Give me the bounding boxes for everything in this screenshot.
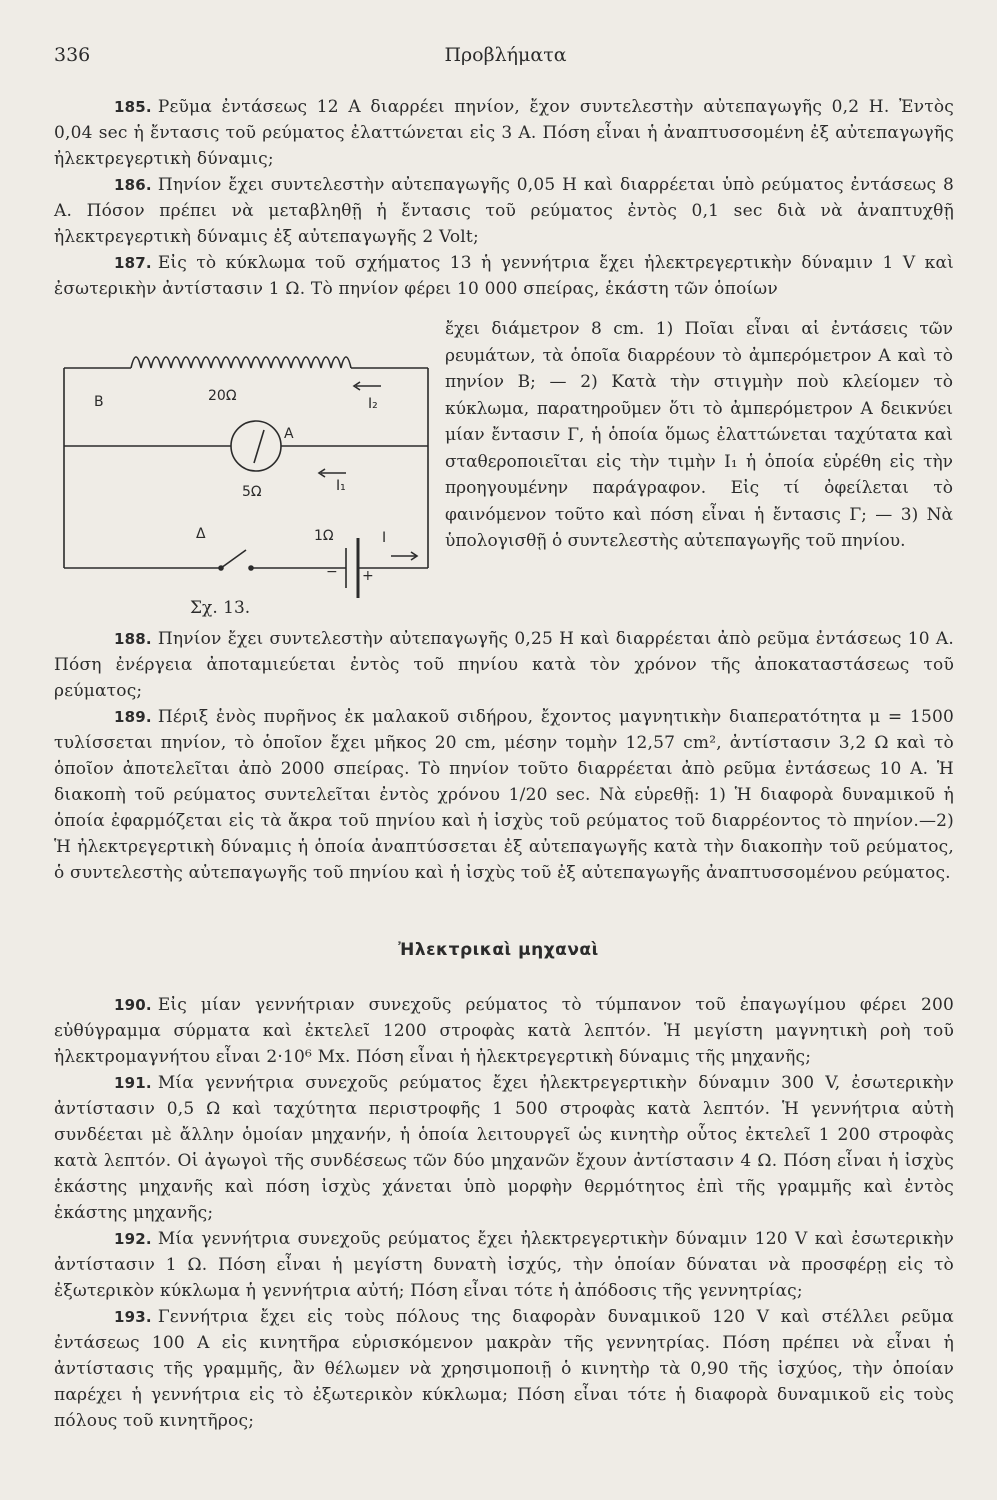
problem-186 (54, 172, 954, 250)
label-current-i1: I₁ (336, 478, 346, 494)
problem-185 (54, 94, 954, 172)
label-plus: + (362, 568, 374, 584)
problem-number: 190. (114, 996, 152, 1014)
problem-text: Πηνίον ἔχει συντελεστὴν αὐτεπαγωγῆς 0,25 H καὶ διαρρέεται ἀπὸ ρεῦμα ἐντάσεως 10 A. Πόση ἐνέργεια ἀποταμιεύεται ἐντὸς τοῦ πηνίου κατὰ τὸν χρόνον τῆς ἀποκαταστάσεως τοῦ ρεύματος; (54, 629, 954, 701)
problem-189 (54, 704, 954, 886)
label-battery-resistance: 1Ω (314, 528, 334, 544)
problem-number: 186. (114, 176, 152, 194)
problem-187 (54, 250, 954, 302)
running-title: Προβλήματα (444, 44, 567, 66)
problem-number: 193. (114, 1308, 152, 1326)
problem-text: Μία γεννήτρια συνεχοῦς ρεύματος ἔχει ἠλεκτρεγερτικὴν δύναμιν 120 V καὶ ἐσωτερικὴν ἀντίστασιν 1 Ω. Πόση εἶναι ἡ μεγίστη δυνατὴ ἰσχύς, τὴν ὁποίαν δύναται νὰ προσφέρῃ εἰς τὸ ἐξωτερικὸν κύκλωμα ἡ γεννήτρια αὐτή; Πόση εἶναι τότε ἡ ἀπόδοσις τῆς γεννητρίας; (54, 1229, 954, 1301)
page-number: 336 (54, 44, 91, 66)
problem-number: 189. (114, 708, 152, 726)
problem-191 (54, 1070, 954, 1226)
problem-text: Εἰς τὸ κύκλωμα τοῦ σχήματος 13 ἡ γεννήτρια ἔχει ἠλεκτρεγερτικὴν δύναμιν 1 V καὶ ἐσωτερικὴν ἀντίστασιν 1 Ω. Τὸ πηνίον φέρει 10 000 σπείρας, ἑκάστη τῶν ὁποίων (54, 253, 954, 299)
label-switch: Δ (196, 526, 206, 542)
problem-text: Μία γεννήτρια συνεχοῦς ρεύματος ἔχει ἠλεκτρεγερτικὴν δύναμιν 300 V, ἐσωτερικὴν ἀντίστασιν 0,5 Ω καὶ ταχύτητα περιστροφῆς 1 500 στροφὰς κατὰ λεπτόν. Ἡ γεννήτρια αὐτὴ συνδέεται μὲ ἄλλην ὁμοίαν μηχανήν, ἡ ὁποία λειτουργεῖ ὡς κινητὴρ οὗτος ἐκτελεῖ 1 200 στροφὰς κατὰ λεπτόν. Οἱ ἀγωγοὶ τῆς συνδέσεως τῶν δύο μηχανῶν ἔχουν ἀντίστασιν 4 Ω. Πόση εἶναι ἡ ἰσχὺς ἑκάστης μηχανῆς καὶ πόση ἰσχὺς χάνεται ὑπὸ μορφὴν θερμότητος ἐπὶ τῆς γραμμῆς καὶ ἐντὸς ἑκάστης μηχανῆς; (54, 1073, 954, 1223)
problems-block-bottom (54, 992, 954, 1434)
problem-number: 188. (114, 630, 152, 648)
problems-block-middle (54, 626, 954, 886)
problem-188 (54, 626, 954, 704)
problem-text: Πηνίον ἔχει συντελεστὴν αὐτεπαγωγῆς 0,05 H καὶ διαρρέεται ὑπὸ ρεύματος ἐντάσεως 8 A. Πόσον πρέπει νὰ μεταβληθῇ ἡ ἔντασις τοῦ ρεύματος ἐντὸς 0,1 sec διὰ νὰ ἀναπτυχθῇ ἠλεκτρεγερτικὴ δύναμις ἐξ αὐτεπαγωγῆς 2 Volt; (54, 175, 954, 247)
problem-text: Ρεῦμα ἐντάσεως 12 A διαρρέει πηνίον, ἔχον συντελεστὴν αὐτεπαγωγῆς 0,2 H. Ἐντὸς 0,04 sec ἡ ἔντασις τοῦ ρεύματος ἐλαττώνεται εἰς 3 A. Πόση εἶναι ἡ ἀναπτυσσομένη ἐξ αὐτεπαγωγῆς ἠλεκτρεγερτικὴ δύναμις; (54, 97, 954, 169)
problem-text: Πέριξ ἑνὸς πυρῆνος ἐκ μαλακοῦ σιδήρου, ἔχοντος μαγνητικὴν διαπερατότητα μ = 1500 τυλίσσεται πηνίον, τὸ ὁποῖον ἔχει μῆκος 20 cm, μέσην τομὴν 12,57 cm², ἀντίστασιν 3,2 Ω καὶ τὸ ὁποῖον ἀποτελεῖται ἀπὸ 2000 σπείρας. Τὸ πηνίον τοῦτο διαρρέεται ἀπὸ ρεῦμα ἐντάσεως 10 A. Ἡ διακοπὴ τοῦ ρεύματος συντελεῖται ἐντὸς χρόνου 1/20 sec. Νὰ εὑρεθῇ: 1) Ἡ διαφορὰ δυναμικοῦ ἡ ὁποία ἐφαρμόζεται εἰς τὰ ἄκρα τοῦ πηνίου καὶ ἡ ἰσχὺς τοῦ ρεύματος τοῦ διαρρέοντος τὸ πηνίον.—2) Ἡ ἠλεκτρεγερτικὴ δύναμις ἡ ὁποία ἀναπτύσσεται ἐξ αὐτεπαγωγῆς κατὰ τὴν διακοπὴν τοῦ ρεύματος, ὁ συντελεστὴς αὐτεπαγωγῆς τοῦ πηνίου καὶ ἡ ἰσχὺς τοῦ ἐξ αὐτεπαγωγῆς ἀναπτυσσομένου ρεύματος. (54, 707, 954, 883)
problem-193 (54, 1304, 954, 1434)
problem-number: 192. (114, 1230, 152, 1248)
problem-text: Εἰς μίαν γεννήτριαν συνεχοῦς ρεύματος τὸ τύμπανον τοῦ ἐπαγωγίμου φέρει 200 εὐθύγραμμα σύρματα καὶ ἐκτελεῖ 1200 στροφὰς κατὰ λεπτόν. Ἡ μεγίστη μαγνητικὴ ροὴ τοῦ ἠλεκτρομαγνήτου εἶναι 2·10⁶ Mx. Πόση εἶναι ἡ ἠλεκτρεγερτικὴ δύναμις τῆς μηχανῆς; (54, 995, 954, 1067)
page-header (54, 44, 957, 74)
label-coil: B (94, 394, 104, 410)
label-current-i: I (382, 530, 387, 546)
label-coil-resistance: 20Ω (208, 388, 237, 404)
circuit-diagram (56, 328, 436, 628)
problem-text: Γεννήτρια ἔχει εἰς τοὺς πόλους της διαφορὰν δυναμικοῦ 120 V καὶ στέλλει ρεῦμα ἐντάσεως 100 A εἰς κινητῆρα εὑρισκόμενον μακρὰν τῆς γεννητρίας. Πόση πρέπει νὰ εἶναι ἡ ἀντίστασις τῆς γραμμῆς, ἂν θέλωμεν νὰ χρησιμοποιῇ ὁ κινητὴρ τὰ 0,90 τῆς ἰσχύος, τὴν ὁποίαν παρέχει ἡ γεννήτρια εἰς τὸ ἐξωτερικὸν κύκλωμα; Πόση εἶναι τότε ἡ διαφορὰ δυναμικοῦ εἰς τοὺς πόλους τοῦ κινητῆρος; (54, 1307, 954, 1431)
problems-block-top (54, 94, 954, 302)
problem-192 (54, 1226, 954, 1304)
problem-number: 191. (114, 1074, 152, 1092)
problem-number: 185. (114, 98, 152, 116)
label-current-i2: I₂ (368, 396, 378, 412)
problem-187-side-text: ἔχει διάμετρον 8 cm. 1) Ποῖαι εἶναι αἱ ἐντάσεις τῶν ρευμάτων, τὰ ὁποῖα διαρρέουν τὸ ἀμπερόμετρον A καὶ τὸ πηνίον B; — 2) Κατὰ τὴν στιγμὴν ποὺ κλείομεν τὸ κύκλωμα, παρατηροῦμεν ὅτι τὸ ἀμπερόμετρον A δεικνύει μίαν ἔντασιν Γ, ἡ ὁποία ὅμως ἐλαττώνεται ταχύτατα καὶ σταθεροποιεῖται εἰς τὴν τιμὴν I₁ ἡ ὁποία εὑρέθη εἰς τὴν προηγουμένην παράγραφον. Εἰς τί ὀφείλεται τὸ φαινόμενον τοῦτο καὶ πόση εἶναι ἡ ἔντασις Γ; — 3) Νὰ ὑπολογισθῇ ὁ συντελεστὴς αὐτεπαγωγῆς τοῦ πηνίου. (445, 319, 953, 551)
label-ammeter-resistance: 5Ω (242, 484, 262, 500)
problem-number: 187. (114, 254, 152, 272)
figure-caption: Σχ. 13. (190, 598, 251, 618)
label-ammeter: A (284, 426, 294, 442)
section-title: Ἠλεκτρικαὶ μηχαναὶ (398, 940, 599, 960)
problem-190 (54, 992, 954, 1070)
label-minus: − (326, 564, 338, 580)
